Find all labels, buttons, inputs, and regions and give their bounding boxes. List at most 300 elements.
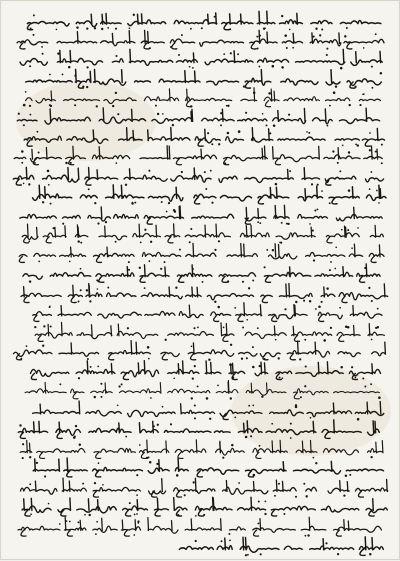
diacritic-dot <box>156 463 158 465</box>
diacritic-dot <box>144 287 146 289</box>
diacritic-dot <box>380 72 383 75</box>
diacritic-dot <box>205 188 207 190</box>
diacritic-dot <box>161 201 163 203</box>
diacritic-dot <box>312 230 314 232</box>
diacritic-dot <box>321 190 323 192</box>
diacritic-dot <box>23 104 26 107</box>
diacritic-dot <box>368 287 370 289</box>
diacritic-dot <box>278 483 280 485</box>
diacritic-dot <box>309 223 311 225</box>
diacritic-dot <box>148 358 150 360</box>
diacritic-dot <box>69 521 71 523</box>
diacritic-dot <box>217 306 220 309</box>
diacritic-dot <box>112 105 114 107</box>
diacritic-dot <box>357 227 359 229</box>
diacritic-dot <box>330 327 332 329</box>
diacritic-dot <box>153 425 155 427</box>
handwritten-line <box>18 517 381 537</box>
diacritic-dot <box>190 105 192 107</box>
diacritic-dot <box>74 75 76 77</box>
diacritic-dot <box>101 28 103 30</box>
diacritic-dot <box>209 418 211 420</box>
diacritic-dot <box>224 162 226 164</box>
diacritic-dot <box>378 202 380 204</box>
diacritic-dot <box>223 327 225 329</box>
diacritic-dot <box>222 457 224 459</box>
diacritic-dot <box>125 184 127 186</box>
diacritic-dot <box>252 280 254 282</box>
diacritic-dot <box>121 383 123 385</box>
diacritic-dot <box>273 124 276 127</box>
handwritten-line <box>19 243 384 263</box>
diacritic-dot <box>43 325 45 327</box>
diacritic-dot <box>238 482 240 484</box>
diacritic-dot <box>329 202 331 204</box>
diacritic-dot <box>79 443 81 445</box>
handwritten-stroke <box>26 69 382 88</box>
diacritic-dot <box>371 66 373 68</box>
diacritic-dot <box>82 85 84 87</box>
diacritic-dot <box>258 501 260 503</box>
diacritic-dot <box>50 325 52 327</box>
diacritic-dot <box>195 540 197 542</box>
diacritic-dot <box>289 170 291 172</box>
handwritten-stroke <box>20 205 382 224</box>
handwritten-line <box>34 322 384 341</box>
diacritic-dot <box>344 35 346 37</box>
diacritic-dot <box>264 358 266 360</box>
diacritic-dot <box>246 357 248 359</box>
diacritic-dot <box>243 85 245 87</box>
diacritic-dot <box>97 280 99 282</box>
diacritic-dot <box>313 36 315 38</box>
diacritic-dot <box>246 319 248 321</box>
diacritic-dot <box>377 308 379 310</box>
diacritic-dot <box>44 475 46 477</box>
diacritic-dot <box>269 132 271 134</box>
diacritic-dot <box>102 484 104 486</box>
diacritic-dot <box>271 423 273 425</box>
diacritic-dot <box>176 474 179 477</box>
diacritic-dot <box>220 124 222 126</box>
diacritic-dot <box>107 27 109 29</box>
diacritic-dot <box>257 327 259 329</box>
handwritten-stroke <box>22 497 387 516</box>
handwritten-stroke <box>33 303 382 322</box>
diacritic-dot <box>74 436 76 438</box>
diacritic-dot <box>371 339 373 341</box>
diacritic-dot <box>264 513 266 515</box>
diacritic-dot <box>275 183 278 186</box>
handwritten-text-block <box>1 1 400 561</box>
diacritic-dot <box>364 267 366 269</box>
diacritic-dot <box>148 456 150 458</box>
diacritic-dot <box>168 202 170 204</box>
diacritic-dot <box>164 261 166 263</box>
diacritic-dot <box>89 300 91 302</box>
diacritic-dot <box>272 65 275 68</box>
diacritic-dot <box>332 150 334 152</box>
handwritten-stroke <box>27 11 380 29</box>
diacritic-dot <box>190 228 192 230</box>
diacritic-dot <box>98 462 100 464</box>
diacritic-dot <box>77 240 79 242</box>
diacritic-dot <box>303 300 305 302</box>
diacritic-dot <box>134 514 136 516</box>
diacritic-dot <box>87 358 89 360</box>
diacritic-dot <box>279 377 281 379</box>
diacritic-dot <box>321 301 323 303</box>
diacritic-dot <box>304 385 306 387</box>
diacritic-dot <box>36 462 38 464</box>
diacritic-dot <box>160 268 162 270</box>
diacritic-dot <box>170 423 172 425</box>
diacritic-dot <box>59 523 61 525</box>
diacritic-dot <box>248 287 250 289</box>
diacritic-dot <box>173 209 175 211</box>
diacritic-dot <box>105 221 107 223</box>
diacritic-dot <box>118 385 120 387</box>
diacritic-dot <box>247 554 249 556</box>
diacritic-dot <box>149 47 151 49</box>
diacritic-dot <box>49 74 51 76</box>
diacritic-dot <box>127 327 129 329</box>
diacritic-dot <box>346 27 348 29</box>
diacritic-dot <box>84 514 86 516</box>
diacritic-dot <box>375 151 377 153</box>
diacritic-dot <box>56 29 58 31</box>
diacritic-dot <box>370 383 372 385</box>
diacritic-dot <box>38 151 40 153</box>
diacritic-dot <box>351 247 353 249</box>
diacritic-dot <box>279 242 281 244</box>
diacritic-dot <box>259 365 261 367</box>
diacritic-dot <box>234 417 236 419</box>
diacritic-dot <box>115 92 117 94</box>
diacritic-dot <box>258 66 260 68</box>
diacritic-dot <box>307 534 309 536</box>
diacritic-dot <box>326 54 328 56</box>
diacritic-dot <box>281 15 283 17</box>
diacritic-dot <box>260 553 262 555</box>
diacritic-dot <box>326 48 328 50</box>
diacritic-dot <box>308 132 310 134</box>
diacritic-dot <box>282 377 284 379</box>
diacritic-dot <box>227 132 230 135</box>
diacritic-dot <box>94 27 96 29</box>
diacritic-dot <box>295 406 298 409</box>
handwritten-stroke <box>13 167 383 185</box>
diacritic-dot <box>201 27 203 29</box>
diacritic-dot <box>335 85 337 87</box>
diacritic-dot <box>248 405 250 407</box>
diacritic-dot <box>266 124 268 126</box>
diacritic-dot <box>375 33 377 35</box>
diacritic-dot <box>20 358 22 360</box>
diacritic-dot <box>284 308 286 310</box>
diacritic-dot <box>162 113 164 115</box>
diacritic-dot <box>68 66 71 69</box>
diacritic-dot <box>355 143 357 145</box>
diacritic-dot <box>218 240 220 242</box>
diacritic-dot <box>252 366 255 369</box>
diacritic-dot <box>42 53 44 55</box>
diacritic-dot <box>319 34 321 36</box>
diacritic-dot <box>204 171 206 173</box>
diacritic-dot <box>47 170 50 173</box>
diacritic-dot <box>252 346 254 348</box>
diacritic-dot <box>137 520 139 522</box>
diacritic-dot <box>115 241 117 243</box>
diacritic-dot <box>117 113 119 115</box>
diacritic-dot <box>21 150 24 153</box>
diacritic-dot <box>237 53 239 55</box>
handwritten-line <box>20 205 382 225</box>
diacritic-dot <box>305 495 307 497</box>
diacritic-dot <box>242 281 244 283</box>
diacritic-dot <box>228 533 230 535</box>
diacritic-dot <box>357 144 359 146</box>
diacritic-dot <box>136 474 138 476</box>
diacritic-dot <box>288 114 290 116</box>
diacritic-dot <box>284 34 287 37</box>
diacritic-dot <box>314 209 316 211</box>
diacritic-dot <box>355 377 357 379</box>
diacritic-dot <box>147 346 150 349</box>
diacritic-dot <box>157 424 159 426</box>
diacritic-dot <box>257 522 259 524</box>
diacritic-dot <box>34 326 36 328</box>
diacritic-dot <box>139 267 141 269</box>
handwritten-stroke <box>35 322 384 341</box>
diacritic-dot <box>241 358 243 360</box>
diacritic-dot <box>381 162 383 164</box>
diacritic-dot <box>309 300 311 302</box>
diacritic-dot <box>364 386 366 388</box>
diacritic-dot <box>363 93 365 95</box>
handwritten-line <box>33 185 386 205</box>
diacritic-dot <box>107 287 109 289</box>
diacritic-dot <box>97 222 99 224</box>
diacritic-dot <box>192 67 194 69</box>
diacritic-dot <box>349 104 351 106</box>
diacritic-dot <box>34 162 36 164</box>
handwritten-line <box>33 303 382 322</box>
diacritic-dot <box>179 249 181 251</box>
diacritic-dot <box>329 105 331 107</box>
diacritic-dot <box>90 366 92 368</box>
diacritic-dot <box>165 339 167 341</box>
diacritic-dot <box>136 494 138 496</box>
diacritic-dot <box>155 105 157 107</box>
handwritten-line <box>27 11 380 30</box>
diacritic-dot <box>166 211 168 213</box>
handwritten-stroke <box>14 341 386 360</box>
diacritic-dot <box>230 52 232 54</box>
diacritic-dot <box>77 521 79 523</box>
handwritten-line <box>179 537 383 557</box>
diacritic-dot <box>133 534 135 536</box>
diacritic-dot <box>229 540 231 542</box>
diacritic-dot <box>210 170 212 172</box>
diacritic-dot <box>315 28 317 30</box>
diacritic-dot <box>345 325 348 328</box>
diacritic-dot <box>262 113 264 115</box>
diacritic-dot <box>157 113 159 115</box>
diacritic-dot <box>80 268 82 270</box>
diacritic-dot <box>148 170 150 172</box>
diacritic-dot <box>194 404 196 406</box>
diacritic-dot <box>202 281 204 283</box>
handwritten-line <box>23 264 380 283</box>
diacritic-dot <box>305 365 307 367</box>
diacritic-dot <box>192 268 194 270</box>
diacritic-dot <box>177 514 179 516</box>
diacritic-dot <box>26 345 28 347</box>
diacritic-dot <box>299 358 301 360</box>
diacritic-dot <box>33 34 35 36</box>
diacritic-dot <box>348 189 351 192</box>
handwritten-stroke <box>22 224 383 243</box>
diacritic-dot <box>303 483 305 485</box>
diacritic-dot <box>257 48 259 50</box>
diacritic-dot <box>290 423 292 425</box>
diacritic-dot <box>21 162 23 164</box>
diacritic-dot <box>25 91 27 93</box>
diacritic-dot <box>334 268 336 270</box>
handwritten-stroke <box>21 284 388 303</box>
diacritic-dot <box>131 202 133 204</box>
diacritic-dot <box>66 520 68 522</box>
diacritic-dot <box>371 300 373 302</box>
diacritic-dot <box>357 418 360 421</box>
diacritic-dot <box>227 280 229 282</box>
diacritic-dot <box>125 436 127 438</box>
diacritic-dot <box>286 47 288 49</box>
diacritic-dot <box>343 494 345 496</box>
diacritic-dot <box>253 91 256 94</box>
diacritic-dot <box>335 246 337 248</box>
diacritic-dot <box>315 308 317 310</box>
diacritic-dot <box>211 143 213 145</box>
diacritic-dot <box>341 229 343 231</box>
diacritic-dot <box>33 14 35 16</box>
diacritic-dot <box>76 26 78 28</box>
diacritic-dot <box>94 482 96 484</box>
diacritic-dot <box>139 444 141 446</box>
diacritic-dot <box>259 35 261 37</box>
diacritic-dot <box>230 397 232 399</box>
diacritic-dot <box>342 144 344 146</box>
diacritic-dot <box>100 383 102 385</box>
diacritic-dot <box>283 513 285 515</box>
diacritic-dot <box>189 241 191 243</box>
diacritic-dot <box>41 46 43 48</box>
diacritic-dot <box>88 514 90 516</box>
diacritic-dot <box>313 457 315 459</box>
diacritic-dot <box>134 202 136 204</box>
handwritten-line <box>21 284 388 304</box>
diacritic-dot <box>351 366 353 368</box>
diacritic-dot <box>128 261 130 263</box>
diacritic-dot <box>62 223 64 225</box>
diacritic-dot <box>150 241 152 243</box>
diacritic-dot <box>369 149 371 151</box>
diacritic-dot <box>38 261 40 263</box>
diacritic-dot <box>321 28 323 30</box>
diacritic-dot <box>28 183 30 185</box>
diacritic-dot <box>290 437 292 439</box>
diacritic-dot <box>170 46 172 48</box>
diacritic-dot <box>340 67 343 70</box>
diacritic-dot <box>191 397 193 399</box>
diacritic-dot <box>144 229 146 231</box>
diacritic-dot <box>195 515 197 517</box>
diacritic-dot <box>274 495 276 497</box>
diacritic-dot <box>75 425 77 427</box>
diacritic-dot <box>133 14 135 16</box>
diacritic-dot <box>257 221 259 223</box>
diacritic-dot <box>268 92 271 95</box>
diacritic-dot <box>369 188 371 190</box>
diacritic-dot <box>193 481 195 483</box>
diacritic-dot <box>115 28 117 30</box>
diacritic-dot <box>22 443 24 445</box>
diacritic-dot <box>362 377 364 379</box>
diacritic-dot <box>287 223 289 225</box>
diacritic-dot <box>337 162 339 164</box>
diacritic-dot <box>347 229 349 231</box>
diacritic-dot <box>184 494 186 496</box>
handwritten-line <box>20 49 382 69</box>
handwritten-line <box>21 478 388 498</box>
diacritic-dot <box>42 201 44 203</box>
handwritten-stroke <box>21 478 388 497</box>
diacritic-dot <box>311 183 313 185</box>
diacritic-dot <box>305 535 307 537</box>
diacritic-dot <box>259 222 261 224</box>
diacritic-dot <box>345 474 347 476</box>
diacritic-dot <box>370 171 372 173</box>
diacritic-dot <box>181 171 183 173</box>
diacritic-dot <box>381 144 383 146</box>
diacritic-dot <box>162 406 164 408</box>
diacritic-dot <box>77 300 79 302</box>
diacritic-dot <box>313 259 315 261</box>
diacritic-dot <box>318 305 321 308</box>
diacritic-dot <box>36 131 38 133</box>
diacritic-dot <box>65 162 67 164</box>
diacritic-dot <box>181 34 183 36</box>
diacritic-dot <box>329 269 331 271</box>
diacritic-dot <box>80 289 82 291</box>
handwritten-stroke <box>19 243 384 262</box>
diacritic-dot <box>82 483 84 485</box>
diacritic-dot <box>62 73 64 75</box>
diacritic-dot <box>197 385 199 387</box>
diacritic-dot <box>29 456 31 458</box>
diacritic-dot <box>173 377 175 379</box>
diacritic-dot <box>115 55 117 57</box>
diacritic-dot <box>281 222 283 224</box>
diacritic-dot <box>129 27 131 29</box>
diacritic-dot <box>245 112 247 114</box>
diacritic-dot <box>292 47 294 49</box>
diacritic-dot <box>259 445 261 447</box>
diacritic-dot <box>94 202 96 204</box>
diacritic-dot <box>48 184 50 186</box>
diacritic-dot <box>227 105 229 107</box>
